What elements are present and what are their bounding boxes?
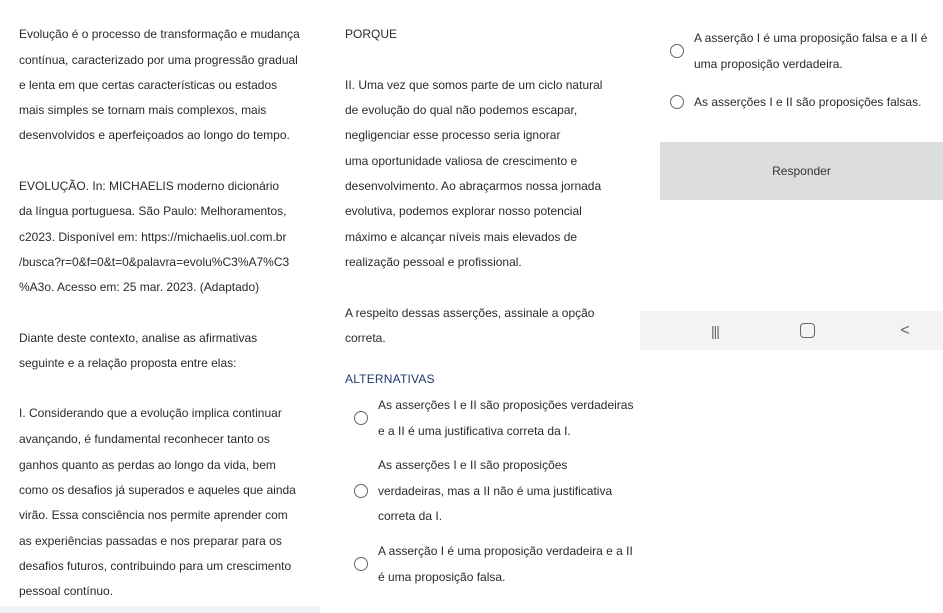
assertion-1-line: virão. Essa consciência nos permite aprender com <box>19 508 288 522</box>
radio-c[interactable] <box>354 557 368 571</box>
alternative-a-line: As asserções I e II são proposições verdadeiras <box>378 398 634 412</box>
assertion-1-line: I. Considerando que a evolução implica continuar <box>19 406 282 420</box>
assertion-1-line: como os desafios já superados e aqueles que ainda <box>19 483 296 497</box>
reference-line: da língua portuguesa. São Paulo: Melhoramentos, <box>19 204 287 218</box>
radio-b[interactable] <box>354 484 368 498</box>
assertion-2-line: desenvolvimento. Ao abraçarmos nossa jornada <box>345 179 602 193</box>
assertion-2-line: negligenciar esse processo seria ignorar <box>345 128 561 142</box>
home-icon-glyph <box>800 323 815 338</box>
radio-e[interactable] <box>670 95 684 109</box>
alternatives-heading: ALTERNATIVAS <box>345 372 435 386</box>
assertion-1-line: pessoal contínuo. <box>19 584 114 598</box>
definition-line: contínua, caracterizado por uma progressão gradual <box>19 53 298 67</box>
assertion-1-line: ganhos quanto as perdas ao longo da vida, bem <box>19 458 276 472</box>
alternative-d-line: uma proposição verdadeira. <box>694 57 843 71</box>
prompt-line: seguinte e a relação proposta entre elas: <box>19 356 237 370</box>
radio-d[interactable] <box>670 44 684 58</box>
alternative-b-line: verdadeiras, mas a II não é uma justificativa <box>378 484 613 498</box>
question-line: A respeito dessas asserções, assinale a opção <box>345 306 595 320</box>
alternative-a-line: e a II é uma justificativa correta da I. <box>378 424 571 438</box>
definition-line: e lenta em que certas características ou estados <box>19 78 278 92</box>
assertion-1-line: avançando, é fundamental reconhecer tanto os <box>19 432 270 446</box>
assertion-2-line: de evolução do qual não podemos escapar, <box>345 103 578 117</box>
assertion-2-line: máximo e alcançar níveis mais elevados de <box>345 230 578 244</box>
alternative-b-line: As asserções I e II são proposições <box>378 458 568 472</box>
assertion-2-line: II. Uma vez que somos parte de um ciclo natural <box>345 78 603 92</box>
bottom-strip <box>0 606 320 613</box>
definition-line: desenvolvidos e aperfeiçoados ao longo do tempo. <box>19 128 290 142</box>
assertion-2-line: evolutiva, podemos explorar nosso potencial <box>345 204 582 218</box>
reference-line: EVOLUÇÃO. In: MICHAELIS moderno dicionário <box>19 179 280 193</box>
alternative-c-line: é uma proposição falsa. <box>378 570 506 584</box>
recents-icon[interactable]: ||| <box>711 322 719 339</box>
prompt-line: Diante deste contexto, analise as afirmativas <box>19 331 258 345</box>
alternative-b-line: correta da I. <box>378 509 443 523</box>
porque-label: PORQUE <box>345 27 398 41</box>
alternative-d-line: A asserção I é uma proposição falsa e a II é <box>694 31 928 45</box>
home-icon[interactable] <box>790 311 824 350</box>
back-icon[interactable]: < <box>900 321 910 339</box>
assertion-2-line: realização pessoal e profissional. <box>345 255 522 269</box>
radio-a[interactable] <box>354 411 368 425</box>
question-line: correta. <box>345 331 386 345</box>
alternative-c-line: A asserção I é uma proposição verdadeira e a II <box>378 544 633 558</box>
navigation-bar <box>640 311 943 350</box>
assertion-2-line: uma oportunidade valiosa de crescimento e <box>345 154 578 168</box>
assertion-1-line: as experiências passadas e nos preparar para os <box>19 534 282 548</box>
reference-line: /busca?r=0&f=0&t=0&palavra=evolu%C3%A7%C3 <box>19 255 290 269</box>
assertion-1-line: desafios futuros, contribuindo para um crescimento <box>19 559 292 573</box>
definition-line: Evolução é o processo de transformação e mudança <box>19 27 300 41</box>
definition-line: mais simples se tornam mais complexos, mais <box>19 103 267 117</box>
reference-line: c2023. Disponível em: https://michaelis.uol.com.br <box>19 230 287 244</box>
reference-line: %A3o. Acesso em: 25 mar. 2023. (Adaptado) <box>19 280 260 294</box>
respond-button[interactable]: Responder <box>660 142 943 200</box>
alternative-e-line: As asserções I e II são proposições falsas. <box>694 95 922 109</box>
